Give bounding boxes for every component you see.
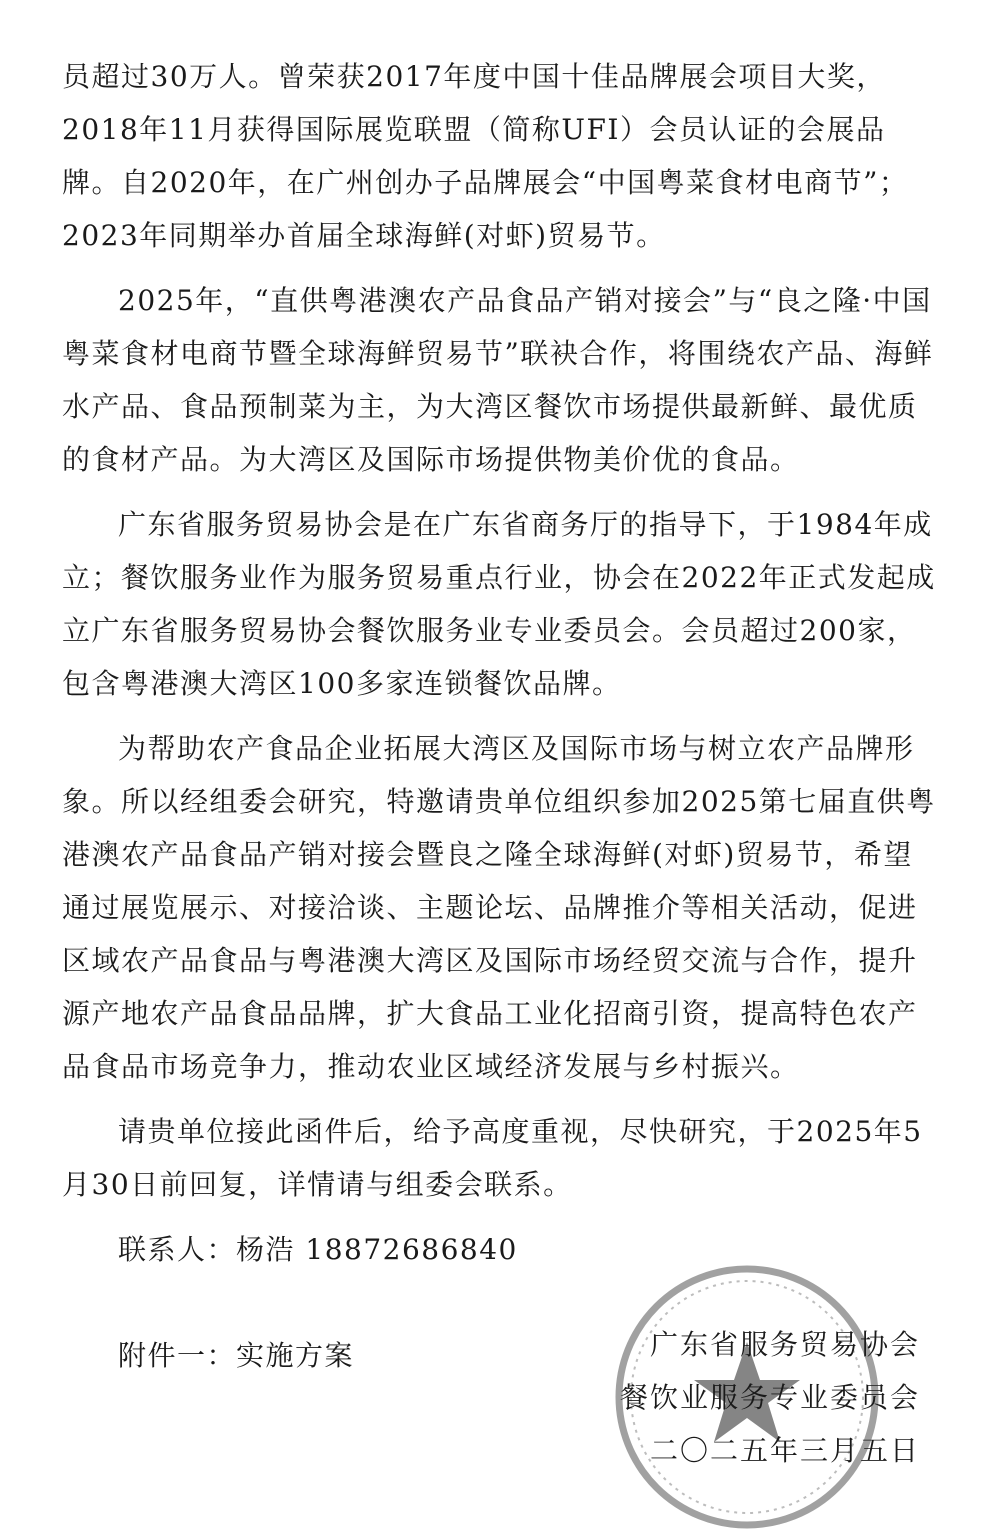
letter-body [62, 50, 942, 1382]
signature-date: 二〇二五年三月五日 [649, 1434, 920, 1467]
attachment-line: 附件一：实施方案 [118, 1339, 355, 1372]
signature-org-name: 广东省服务贸易协会 [649, 1328, 920, 1361]
paragraph-reply-request: 请贵单位接此函件后，给予高度重视，尽快研究，于2025年5月30日前回复，详情请与组委会联系。 [62, 1115, 923, 1201]
paragraph-association: 广东省服务贸易协会是在广东省商务厅的指导下，于1984年成立；餐饮服务业作为服务贸易重点行业，协会在2022年正式发起成立广东省服务贸易协会餐饮服务业专业委员会。会员超过200家，包含粤港澳大湾区100多家连锁餐饮品牌。 [62, 508, 936, 700]
paragraph-invitation: 为帮助农产食品企业拓展大湾区及国际市场与树立农产品牌形象。所以经组委会研究，特邀请贵单位组织参加2025第七届直供粤港澳农产品食品产销对接会暨良之隆全球海鲜(对虾)贸易节，希望通过展览展示、对接洽谈、主题论坛、品牌推介等相关活动，促进区域农产品食品与粤港澳大湾区及国际市场经贸交流与合作，提升源产地农产品食品品牌，扩大食品工业化招商引资，提高特色农产品食品市场竞争力，推动农业区域经济发展与乡村振兴。 [62, 732, 936, 1083]
contact-line: 联系人：杨浩 18872686840 [118, 1233, 518, 1266]
paragraph-intro: 员超过30万人。曾荣获2017年度中国十佳品牌展会项目大奖，2018年11月获得国际展览联盟（简称UFI）会员认证的会展品牌。自2020年，在广州创办子品牌展会“中国粤菜食材电商节”；2023年同期举办首届全球海鲜(对虾)贸易节。 [62, 60, 909, 252]
signature-committee-name: 餐饮业服务专业委员会 [619, 1381, 920, 1414]
signature-block [620, 1318, 920, 1477]
paragraph-cooperation: 2025年，“直供粤港澳农产品食品产销对接会”与“良之隆·中国粤菜食材电商节暨全球海鲜贸易节”联袂合作，将围绕农产品、海鲜水产品、食品预制菜为主，为大湾区餐饮市场提供最新鲜、最优质的食材产品。为大湾区及国际市场提供物美价优的食品。 [62, 284, 934, 476]
